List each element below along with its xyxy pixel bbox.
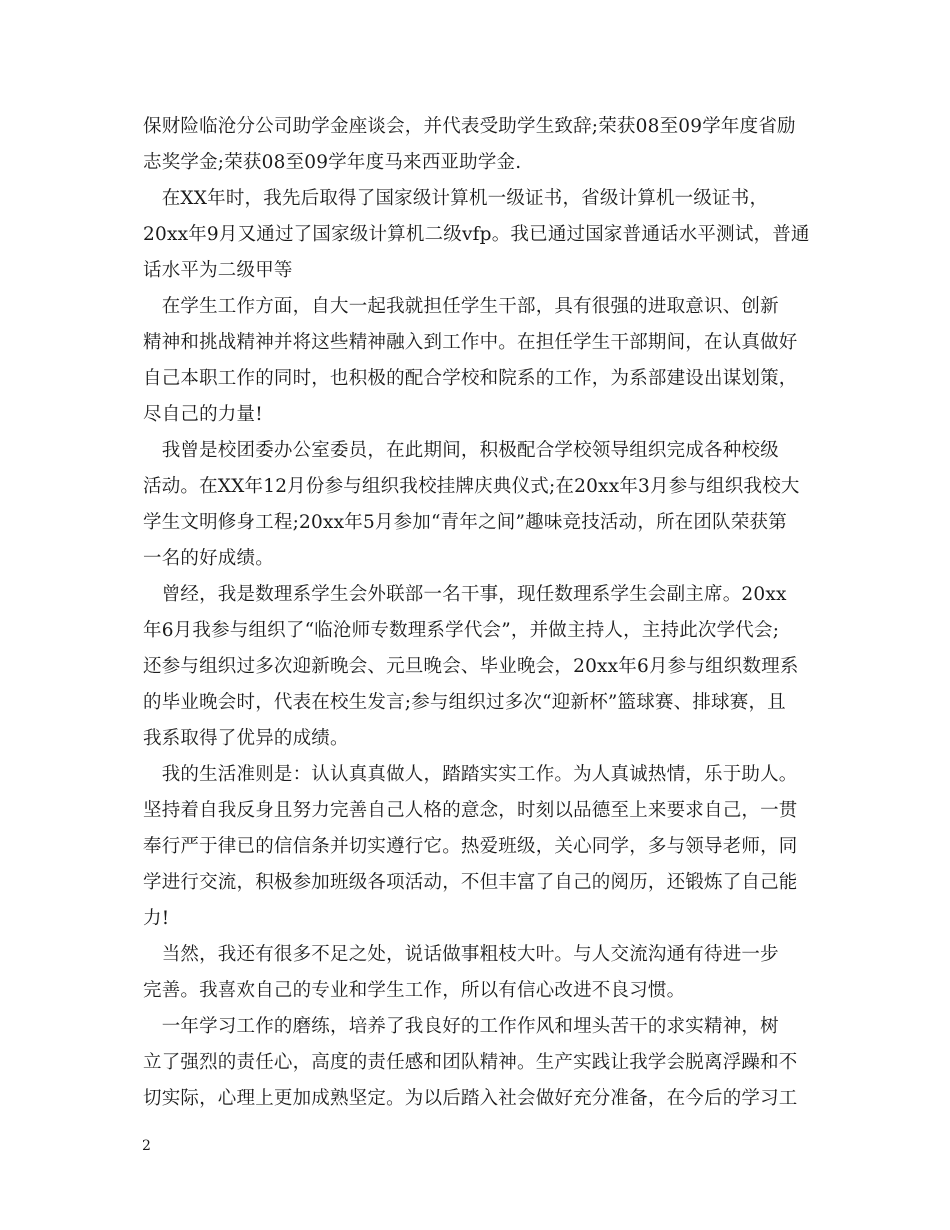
text-line: 20xx年9月又通过了国家级计算机二级vfp。我已通过国家普通话水平测试，普通 (143, 224, 810, 245)
text-line: 立了强烈的责任心，高度的责任感和团队精神。生产实践让我学会脱离浮躁和不 (143, 1052, 798, 1073)
page-number: 2 (142, 1138, 151, 1154)
text-line: 精神和挑战精神并将这些精神融入到工作中。在担任学生干部期间，在认真做好 (143, 332, 798, 353)
text-line: 当然，我还有很多不足之处，说话做事粗枝大叶。与人交流沟通有待进一步 (143, 944, 779, 965)
text-line: 力! (143, 908, 170, 929)
text-line: 我的生活准则是：认认真真做人，踏踏实实工作。为人真诚热情，乐于助人。 (143, 764, 798, 785)
text-line: 话水平为二级甲等 (143, 260, 293, 281)
text-line: 保财险临沧分公司助学金座谈会，并代表受助学生致辞;荣获08至09学年度省励 (143, 116, 796, 137)
text-line: 一年学习工作的磨练，培养了我良好的工作作风和埋头苦干的求实精神，树 (143, 1016, 779, 1037)
text-line: 学进行交流，积极参加班级各项活动，不但丰富了自己的阅历，还锻炼了自己能 (143, 872, 798, 893)
text-line: 在XX年时，我先后取得了国家级计算机一级证书，省级计算机一级证书， (143, 188, 769, 209)
text-line: 完善。我喜欢自己的专业和学生工作，所以有信心改进不良习惯。 (143, 980, 686, 1001)
text-line: 志奖学金;荣获08至09学年度马来西亚助学金. (143, 152, 522, 173)
text-line: 坚持着自我反身且努力完善自己人格的意念，时刻以品德至上来要求自己，一贯 (143, 800, 798, 821)
text-line: 奉行严于律已的信信条并切实遵行它。热爱班级，关心同学，多与领导老师，同 (143, 836, 798, 857)
text-line: 曾经，我是数理系学生会外联部一名干事，现任数理系学生会副主席。20xx (143, 584, 787, 605)
text-line: 我曾是校团委办公室委员，在此期间，积极配合学校领导组织完成各种校级 (143, 440, 779, 461)
text-line: 在学生工作方面，自大一起我就担任学生干部，具有很强的进取意识、创新 (143, 296, 779, 317)
text-line: 我系取得了优异的成绩。 (143, 728, 349, 749)
text-line: 年6月我参与组织了“临沧师专数理系学代会”，并做主持人，主持此次学代会; (143, 620, 780, 641)
text-line: 的毕业晚会时，代表在校生发言;参与组织过多次“迎新杯”篮球赛、排球赛，且 (143, 692, 786, 713)
text-line: 一名的好成绩。 (143, 548, 274, 569)
text-line: 切实际，心理上更加成熟坚定。为以后踏入社会做好充分准备，在今后的学习工 (143, 1088, 798, 1109)
text-line: 还参与组织过多次迎新晚会、元旦晚会、毕业晚会，20xx年6月参与组织数理系 (143, 656, 799, 677)
text-line: 活动。在XX年12月份参与组织我校挂牌庆典仪式;在20xx年3月参与组织我校大 (143, 476, 800, 497)
text-line: 尽自己的力量! (143, 404, 263, 425)
text-line: 学生文明修身工程;20xx年5月参加“青年之间”趣味竞技活动，所在团队荣获第 (143, 512, 787, 533)
text-line: 自己本职工作的同时，也积极的配合学校和院系的工作，为系部建设出谋划策， (143, 368, 798, 389)
